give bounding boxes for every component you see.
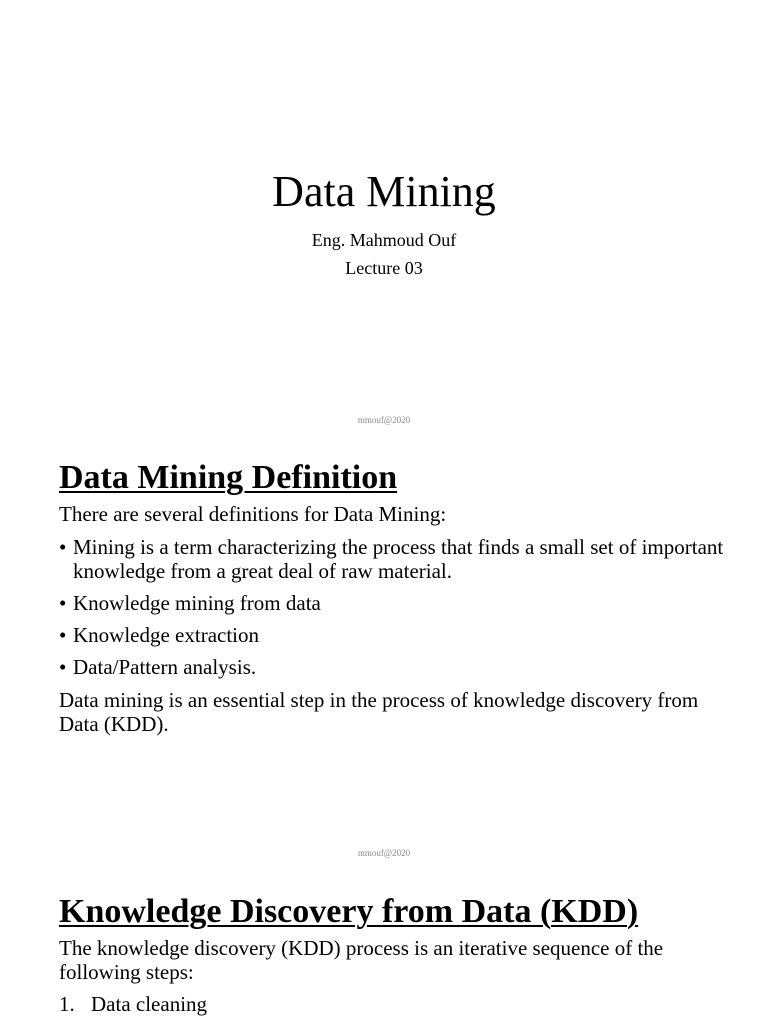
slide-intro: The knowledge discovery (KDD) process is an iterative sequence of the following steps: xyxy=(59,936,664,984)
slide-intro: There are several definitions for Data Mining: xyxy=(59,502,447,526)
bullet-icon: • xyxy=(59,655,67,679)
list-item xyxy=(59,535,739,583)
bullet-icon: • xyxy=(59,591,67,615)
kdd-slide xyxy=(0,864,768,1024)
title-slide xyxy=(0,0,768,432)
slide-heading: Knowledge Discovery from Data (KDD) xyxy=(59,893,639,930)
list-item-text: Knowledge extraction xyxy=(73,623,260,647)
list-item xyxy=(59,623,739,647)
slide-closing-text: Data mining is an essential step in the process of knowledge discovery from Data (KDD). xyxy=(59,688,699,736)
list-item xyxy=(59,992,739,1016)
definition-list xyxy=(59,535,739,687)
list-item xyxy=(59,655,739,679)
bullet-icon: • xyxy=(59,623,67,647)
kdd-steps-list xyxy=(59,992,739,1016)
bullet-icon: • xyxy=(59,535,67,559)
step-number: 1. xyxy=(59,992,75,1016)
presentation-title: Data Mining xyxy=(272,167,496,216)
slide-footer: mmouf@2020 xyxy=(357,415,411,425)
lecture-number: Lecture 03 xyxy=(345,258,423,278)
list-item-text: Data/Pattern analysis. xyxy=(73,655,257,679)
list-item-text: Mining is a term characterizing the process that finds a small set of important knowledge from a great deal of raw material. xyxy=(73,535,724,583)
slide-footer: mmouf@2020 xyxy=(357,848,411,858)
author-name: Eng. Mahmoud Ouf xyxy=(311,230,457,250)
list-item xyxy=(59,591,739,615)
list-item-text: Knowledge mining from data xyxy=(73,591,321,615)
step-label: Data cleaning xyxy=(91,992,208,1016)
definition-slide xyxy=(0,432,768,864)
slide-heading: Data Mining Definition xyxy=(59,459,398,496)
